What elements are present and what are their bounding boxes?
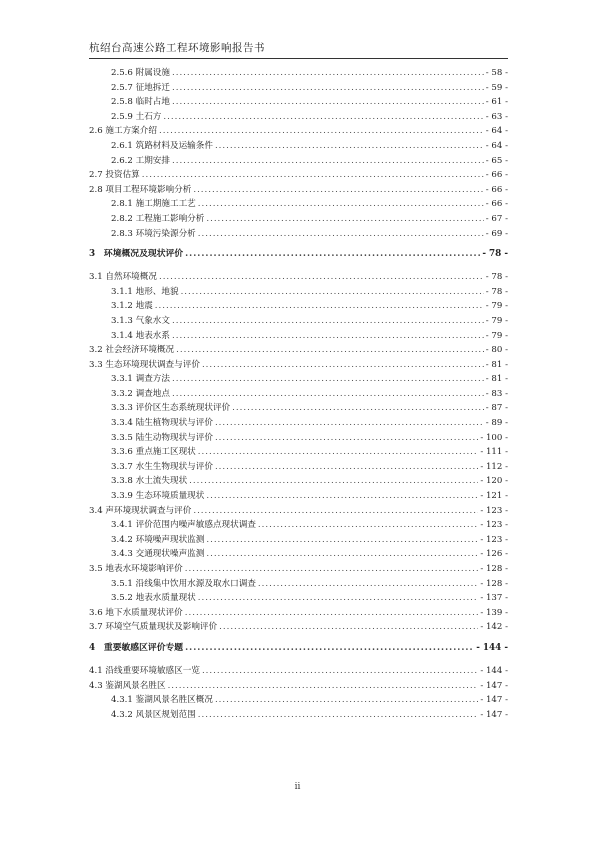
toc-entry-page: - 120 - (480, 476, 508, 487)
toc-entry[interactable] (89, 489, 508, 504)
toc-entry-page: - 58 - (485, 68, 508, 78)
toc-entry-title: 4.3.2 风景区规划范围 (111, 709, 196, 720)
toc-entry-page: - 79 - (485, 330, 508, 341)
toc-dot-leader (215, 431, 478, 446)
toc-entry-page: - 147 - (480, 695, 508, 706)
toc-entry[interactable] (89, 401, 508, 416)
toc-entry[interactable] (89, 577, 508, 592)
toc-dot-leader (215, 693, 478, 708)
toc-entry-page: - 79 - (485, 301, 508, 312)
toc-dot-leader (193, 504, 478, 519)
toc-entry-title: 3 环境概况及现状评价 (89, 249, 184, 260)
toc-chapter-entry[interactable] (89, 640, 508, 656)
toc-entry-page: - 111 - (480, 447, 508, 458)
toc-entry[interactable] (89, 124, 508, 139)
toc-entry-page: - 61 - (485, 97, 508, 108)
toc-entry-title: 4.3 鉴湖风景名胜区 (89, 680, 166, 691)
toc-entry-page: - 100 - (480, 432, 508, 443)
toc-entry-title: 3.5.2 地表水质量现状 (111, 593, 196, 604)
toc-entry-title: 3.4 声环境现状调查与评价 (89, 505, 192, 516)
toc-entry-page: - 64 - (485, 126, 508, 137)
toc-dot-leader (181, 285, 484, 300)
page-number: ii (294, 782, 301, 792)
toc-entry-title: 4 重要敏感区评价专题 (89, 642, 184, 653)
toc-dot-leader (185, 562, 479, 577)
toc-entry-title: 3.1.4 地表水系 (111, 330, 170, 341)
toc-entry-title: 2.6.2 工期安排 (111, 155, 170, 166)
toc-entry-title: 3.3.8 水土流失现状 (111, 476, 188, 487)
toc-entry[interactable] (89, 387, 508, 402)
toc-entry[interactable] (89, 664, 508, 679)
toc-entry-page: - 81 - (485, 374, 508, 385)
toc-entry[interactable] (89, 708, 508, 723)
toc-entry-title: 2.8.1 施工期施工工艺 (111, 199, 196, 210)
toc-entry-page: - 139 - (480, 607, 508, 618)
toc-dot-leader (198, 708, 479, 723)
toc-entry[interactable] (89, 416, 508, 431)
toc-dot-leader (219, 620, 478, 635)
toc-entry[interactable] (89, 168, 508, 183)
toc-entry[interactable] (89, 285, 508, 300)
toc-entry-page: - 121 - (480, 491, 508, 502)
toc-dot-leader (258, 518, 478, 533)
toc-entry[interactable] (89, 154, 508, 169)
toc-dot-leader (206, 533, 478, 548)
toc-dot-leader (163, 110, 483, 125)
toc-dot-leader (198, 591, 479, 606)
toc-entry-page: - 64 - (485, 140, 508, 151)
toc-dot-leader (198, 227, 484, 242)
toc-dot-leader (185, 640, 474, 656)
toc-dot-leader (215, 416, 484, 431)
toc-entry[interactable] (89, 358, 508, 373)
toc-entry[interactable] (89, 81, 508, 96)
toc-dot-leader (185, 246, 480, 262)
toc-entry[interactable] (89, 343, 508, 358)
toc-dot-leader (172, 387, 484, 402)
toc-entry-page: - 128 - (480, 578, 508, 589)
toc-entry[interactable] (89, 197, 508, 212)
toc-dot-leader (215, 139, 484, 154)
toc-entry[interactable] (89, 314, 508, 329)
toc-entry[interactable] (89, 372, 508, 387)
toc-entry-title: 3.3.2 调查地点 (111, 388, 170, 399)
toc-entry-page: - 87 - (485, 403, 508, 414)
toc-entry[interactable] (89, 460, 508, 475)
toc-entry[interactable] (89, 474, 508, 489)
toc-entry-page: - 126 - (480, 549, 508, 560)
toc-entry-page: - 123 - (480, 534, 508, 545)
toc-entry[interactable] (89, 270, 508, 285)
toc-entry[interactable] (89, 533, 508, 548)
toc-dot-leader (206, 547, 478, 562)
toc-entry[interactable] (89, 66, 508, 81)
toc-entry-title: 2.6.1 筑路材料及运输条件 (111, 140, 213, 151)
toc-entry-title: 2.7 投资估算 (89, 170, 140, 181)
toc-entry[interactable] (89, 518, 508, 533)
toc-entry-page: - 123 - (480, 505, 508, 516)
toc-entry[interactable] (89, 445, 508, 460)
toc-entry-title: 3.4.1 评价范围内噪声敏感点现状调查 (111, 520, 256, 531)
toc-entry-page: - 79 - (485, 315, 508, 326)
toc-dot-leader (189, 474, 478, 489)
toc-dot-leader (172, 314, 484, 329)
toc-entry[interactable] (89, 504, 508, 519)
toc-entry[interactable] (89, 606, 508, 621)
toc-entry[interactable] (89, 299, 508, 314)
toc-entry-page: - 69 - (485, 228, 508, 239)
toc-entry-title: 3.3.3 评价区生态系统现状评价 (111, 403, 231, 414)
toc-entry-title: 3.3.9 生态环境质量现状 (111, 491, 205, 502)
toc-entry-page: - 144 - (476, 642, 508, 653)
toc-chapter-entry[interactable] (89, 246, 508, 262)
toc-entry[interactable] (89, 95, 508, 110)
toc-dot-leader (202, 664, 478, 679)
toc-entry-page: - 147 - (480, 680, 508, 691)
toc-dot-leader (155, 299, 484, 314)
toc-dot-leader (206, 212, 483, 227)
toc-entry-title: 3.6 地下水质量现状评价 (89, 607, 183, 618)
toc-dot-leader (172, 329, 484, 344)
toc-entry-page: - 66 - (485, 184, 508, 195)
toc-dot-leader (159, 270, 484, 285)
toc-entry-title: 3.1.2 地震 (111, 301, 153, 312)
toc-entry-page: - 137 - (480, 593, 508, 604)
toc-entry-title: 3.3 生态环境现状调查与评价 (89, 359, 200, 370)
toc-entry-page: - 89 - (485, 418, 508, 429)
toc-dot-leader (185, 606, 479, 621)
toc-entry-page: - 142 - (480, 622, 508, 633)
toc-entry-title: 3.3.4 陆生植物现状与评价 (111, 418, 213, 429)
toc-entry-title: 2.5.9 土石方 (111, 111, 162, 122)
toc-entry-title: 4.1 沿线重要环境敏感区一览 (89, 665, 200, 676)
toc-entry-title: 3.1.3 气象水文 (111, 315, 170, 326)
toc-dot-leader (258, 577, 478, 592)
toc-entry-title: 3.5 地表水环境影响评价 (89, 564, 183, 574)
toc-entry[interactable] (89, 183, 508, 198)
toc-entry-title: 3.2 社会经济环境概况 (89, 345, 175, 356)
toc-entry[interactable] (89, 110, 508, 125)
toc-entry[interactable] (89, 212, 508, 227)
toc-dot-leader (172, 81, 484, 96)
toc-entry-page: - 123 - (480, 520, 508, 531)
toc-entry[interactable] (89, 562, 508, 577)
toc-entry-title: 2.5.8 临时占地 (111, 97, 170, 108)
toc-dot-leader (198, 197, 484, 212)
toc-entry-page: - 78 - (482, 249, 508, 260)
toc-entry[interactable] (89, 431, 508, 446)
toc-entry-title: 2.5.6 附属设施 (111, 68, 170, 78)
toc-dot-leader (172, 95, 484, 110)
toc-entry-page: - 128 - (480, 564, 508, 574)
toc-entry-page: - 65 - (485, 155, 508, 166)
toc-entry-title: 3.3.6 重点施工区现状 (111, 447, 196, 458)
toc-entry[interactable] (89, 227, 508, 242)
toc-dot-leader (172, 154, 484, 169)
toc-entry[interactable] (89, 139, 508, 154)
toc-entry-title: 3.5.1 沿线集中饮用水源及取水口调查 (111, 578, 256, 589)
toc-entry-title: 2.8 项目工程环境影响分析 (89, 184, 192, 195)
toc-entry-title: 3.4.2 环境噪声现状监测 (111, 534, 205, 545)
toc-entry-page: - 59 - (485, 82, 508, 93)
toc-entry-page: - 147 - (480, 709, 508, 720)
toc-entry-page: - 78 - (485, 272, 508, 283)
toc-dot-leader (168, 679, 479, 694)
toc-entry-title: 3.4.3 交通现状噪声监测 (111, 549, 205, 560)
running-header: 杭绍台高速公路工程环境影响报告书 (89, 42, 265, 54)
toc-dot-leader (202, 358, 484, 373)
toc-entry-page: - 81 - (485, 359, 508, 370)
toc-entry-title: 3.7 环境空气质量现状及影响评价 (89, 622, 218, 633)
toc-dot-leader (159, 124, 484, 139)
toc-entry-page: - 63 - (485, 111, 508, 122)
toc-entry-page: - 112 - (480, 461, 508, 472)
toc-entry-page: - 66 - (485, 199, 508, 210)
toc-entry-page: - 67 - (485, 213, 508, 224)
toc-entry[interactable] (89, 329, 508, 344)
toc-dot-leader (176, 343, 484, 358)
toc-entry-title: 3.3.1 调查方法 (111, 374, 170, 385)
toc-entry-title: 3.3.7 水生生物现状与评价 (111, 461, 213, 472)
toc-entry[interactable] (89, 620, 508, 635)
toc-entry-page: - 78 - (485, 286, 508, 297)
toc-entry[interactable] (89, 679, 508, 694)
toc-entry-title: 2.8.3 环境污染源分析 (111, 228, 196, 239)
toc-dot-leader (232, 401, 484, 416)
toc-entry[interactable] (89, 693, 508, 708)
toc-entry-page: - 144 - (480, 665, 508, 676)
toc-dot-leader (198, 445, 479, 460)
toc-entry[interactable] (89, 547, 508, 562)
toc-dot-leader (206, 489, 478, 504)
toc-entry-title: 3.3.5 陆生动物现状与评价 (111, 432, 213, 443)
toc-entry[interactable] (89, 591, 508, 606)
toc-entry-title: 3.1.1 地形、地貌 (111, 286, 179, 297)
toc-entry-title: 2.8.2 工程施工影响分析 (111, 213, 205, 224)
toc-entry-page: - 66 - (485, 170, 508, 181)
toc-dot-leader (172, 372, 484, 387)
toc-entry-page: - 83 - (485, 388, 508, 399)
toc-dot-leader (172, 66, 484, 81)
toc-entry-title: 3.1 自然环境概况 (89, 272, 157, 283)
toc-entry-title: 4.3.1 鉴湖风景名胜区概况 (111, 695, 213, 706)
toc-entry-title: 2.5.7 征地拆迁 (111, 82, 170, 93)
header-rule (89, 58, 508, 59)
toc-dot-leader (215, 460, 478, 475)
table-of-contents (89, 66, 508, 722)
toc-dot-leader (193, 183, 483, 198)
toc-entry-title: 2.6 施工方案介绍 (89, 126, 157, 137)
toc-dot-leader (142, 168, 484, 183)
toc-entry-page: - 80 - (485, 345, 508, 356)
